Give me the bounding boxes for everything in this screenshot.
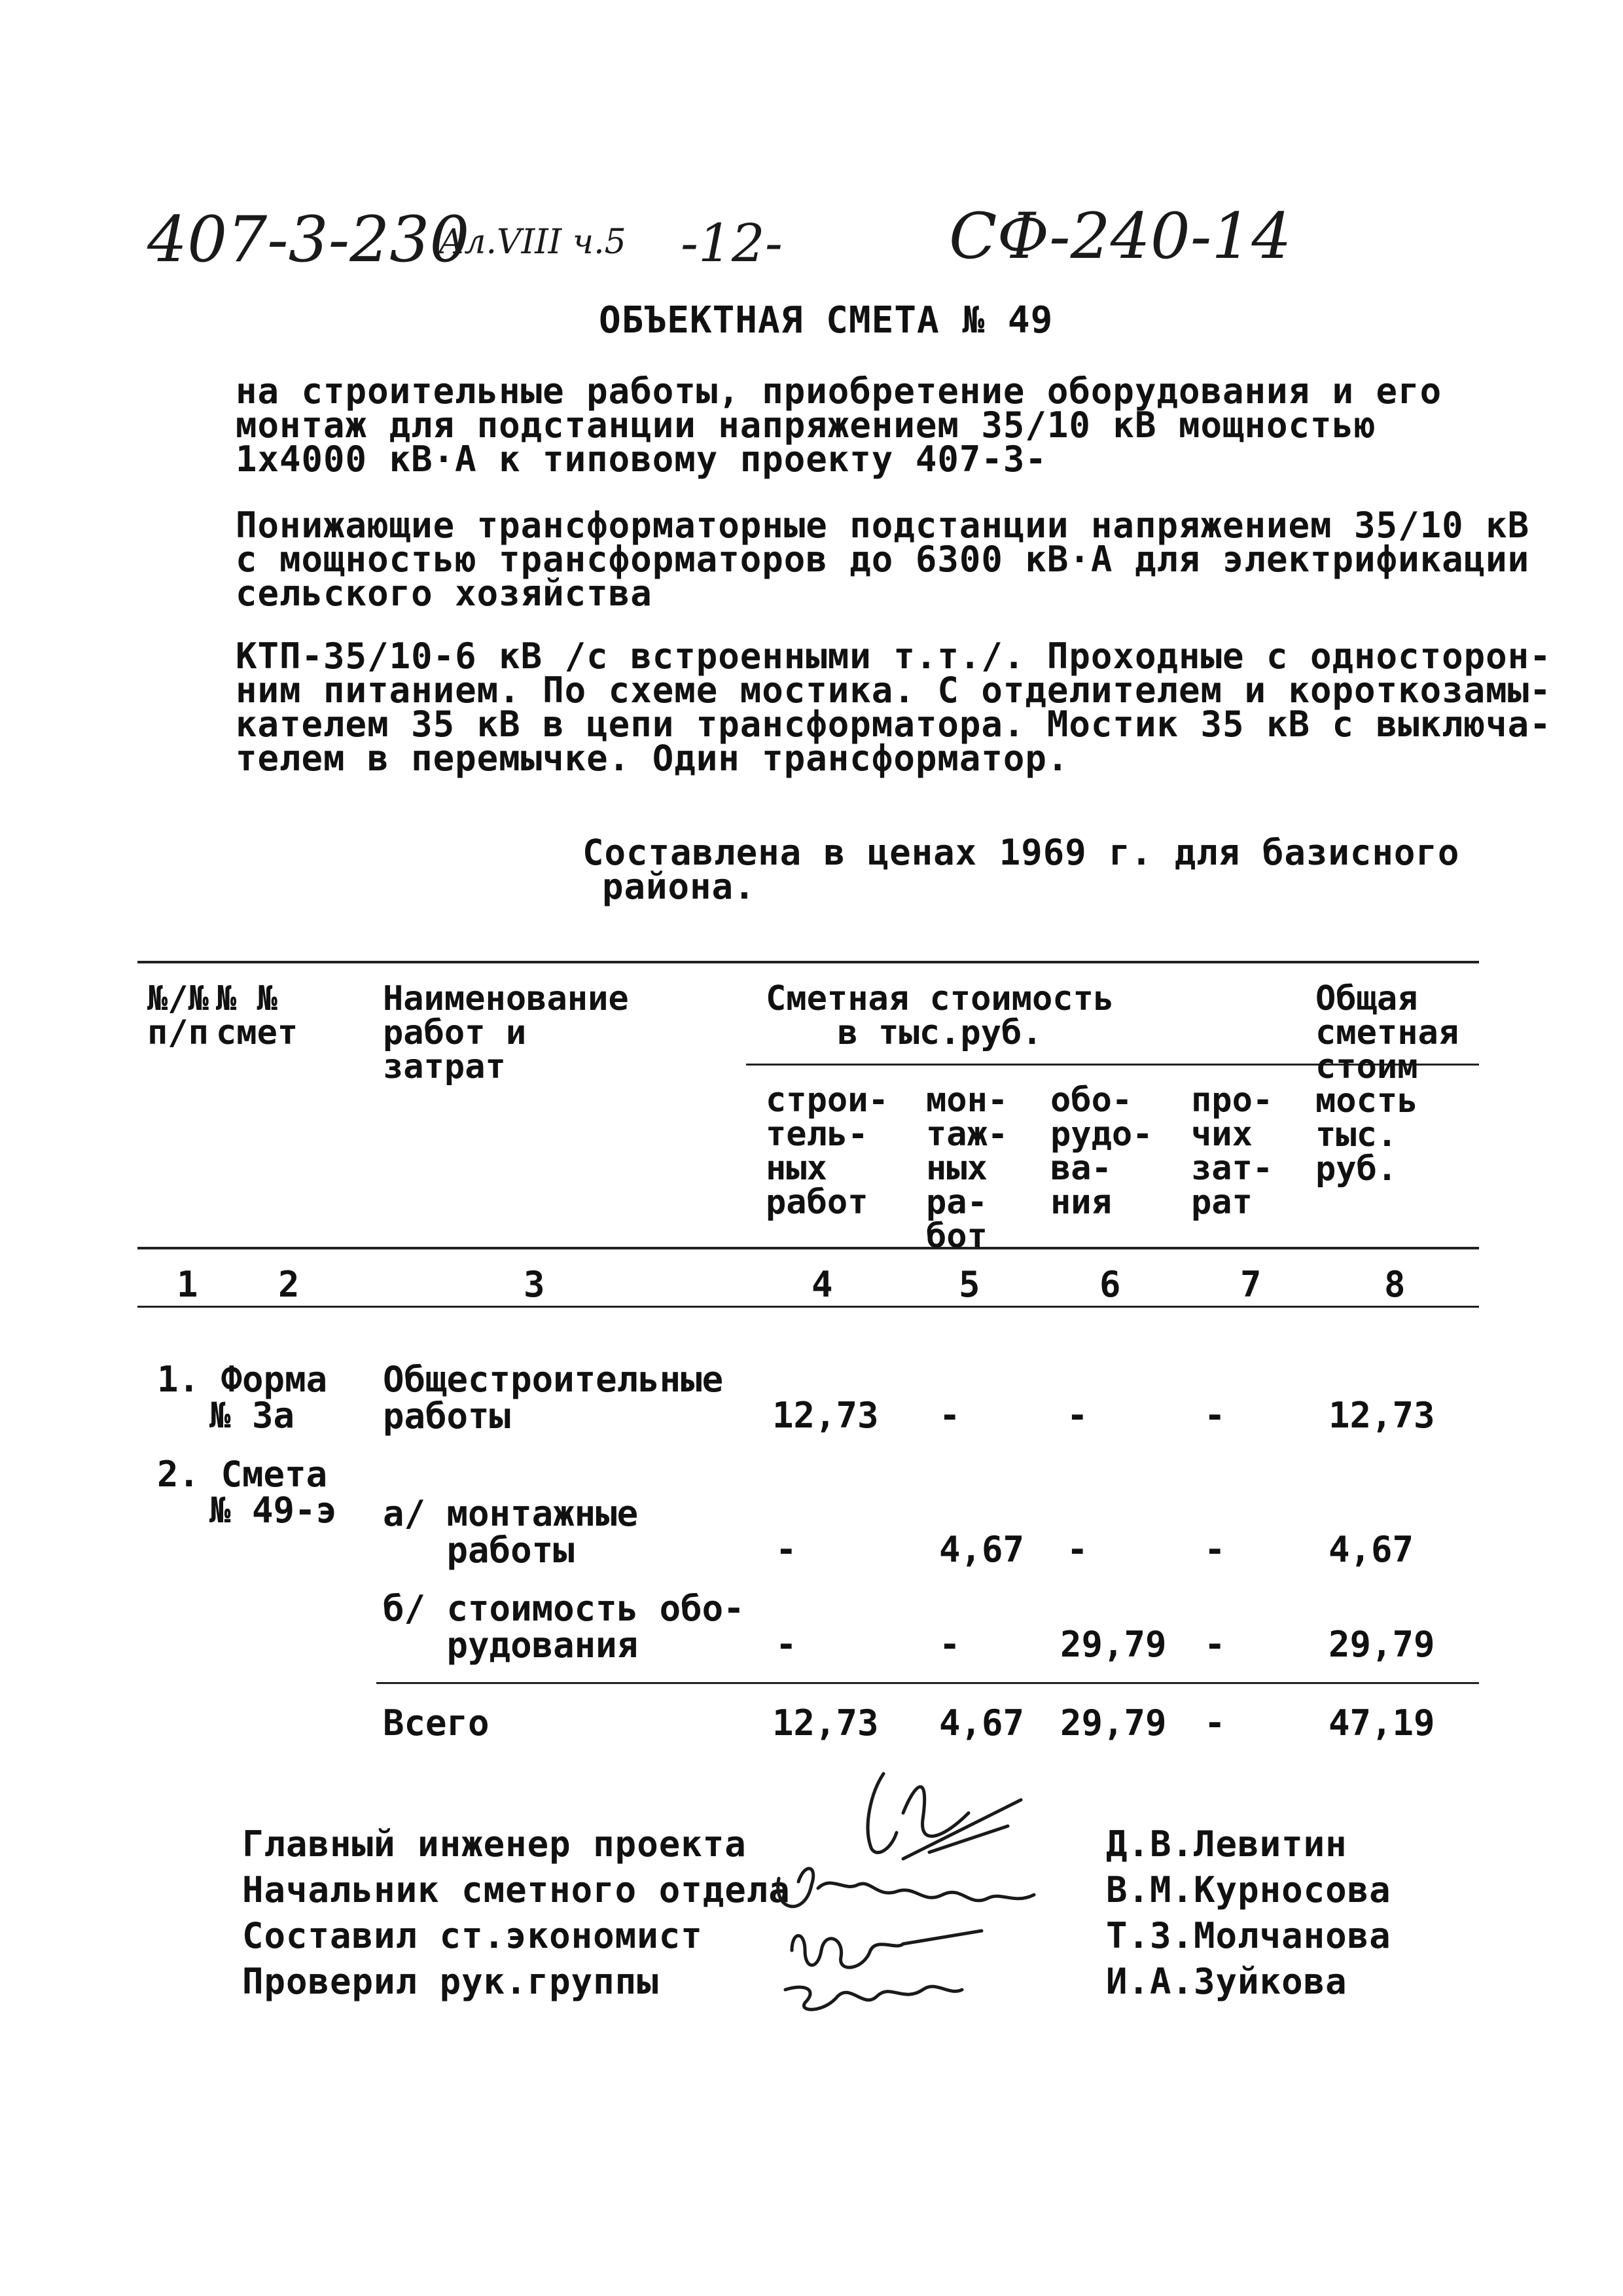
- header-cost-group: Сметная стоимость в тыс.руб.: [766, 979, 1115, 1052]
- row-construction: -: [776, 1624, 797, 1665]
- col-number: 1: [177, 1264, 198, 1305]
- col-number: 5: [959, 1264, 980, 1305]
- signature-molchanova: [792, 1931, 982, 1967]
- text-line: Составлена в ценах 1969 г. для базисного: [582, 832, 1460, 873]
- text-line: района.: [602, 866, 756, 907]
- text-line: телем в перемычке. Один трансформатор.: [236, 738, 1069, 779]
- text-line: 1х4000 кВ·А к типовому проекту 407-3-: [236, 439, 1047, 480]
- row-num: 1. Форма: [157, 1359, 328, 1400]
- signature-levitin: [868, 1774, 1021, 1859]
- total-rule: [376, 1682, 1479, 1684]
- total-equipment: 29,79: [1060, 1702, 1167, 1744]
- total-other: -: [1204, 1702, 1226, 1744]
- col-number: 2: [278, 1264, 300, 1305]
- header-name: Наименование работ и затрат: [383, 979, 629, 1086]
- row-total: 12,73: [1329, 1395, 1435, 1436]
- text-line: кателем 35 кВ в цепи трансформатора. Мостик 35 кВ с выключа-: [236, 704, 1552, 745]
- row-smeta: № 3а: [209, 1395, 295, 1436]
- header-installation: мон- таж- ных ра- бот: [926, 1081, 1008, 1256]
- total-installation: 4,67: [939, 1702, 1025, 1744]
- row-other: -: [1204, 1624, 1226, 1665]
- total-construction: 12,73: [772, 1702, 879, 1744]
- col-number: 4: [812, 1264, 833, 1305]
- row-smeta: № 49-э: [209, 1490, 338, 1531]
- row-total: 4,67: [1329, 1529, 1414, 1570]
- header-other: про- чих зат- рат: [1191, 1081, 1274, 1222]
- text-line: с мощностью трансформаторов до 6300 кВ·А для электрификации: [236, 539, 1530, 580]
- header-smeta: № № смет: [216, 979, 298, 1052]
- header-construction: строи- тель- ных работ: [766, 1081, 889, 1222]
- sheet-ref: Ал.VIII ч.5: [438, 223, 626, 262]
- signature-role: Составил ст.экономист: [242, 1915, 703, 1956]
- doc-code: СФ-240-14: [949, 200, 1292, 273]
- row-total: 29,79: [1329, 1624, 1435, 1665]
- page-number: -12-: [681, 213, 783, 274]
- col-number: 8: [1384, 1264, 1406, 1305]
- row-num: 2. Смета: [157, 1454, 328, 1495]
- signature-name: И.А.Зуйкова: [1106, 1961, 1347, 2002]
- signature-role: Проверил рук.группы: [242, 1961, 659, 2002]
- table-top-rule: [137, 961, 1479, 963]
- text-line: Понижающие трансформаторные подстанции напряжением 35/10 кВ: [236, 505, 1530, 546]
- signature-name: В.М.Курносова: [1106, 1869, 1391, 1910]
- col-numbers-rule: [137, 1306, 1479, 1308]
- signature-role: Начальник сметного отдела: [242, 1869, 791, 1910]
- total-label: Всего: [383, 1702, 490, 1744]
- row-equipment: -: [1067, 1529, 1088, 1570]
- col-number: 3: [524, 1264, 545, 1305]
- text-line: ним питанием. По схеме мостика. С отделителем и короткозамы-: [236, 670, 1552, 711]
- header-bottom-rule: [137, 1247, 1479, 1249]
- signature-name: Т.З.Молчанова: [1106, 1915, 1391, 1956]
- row-name: б/ стоимость обо- рудования: [383, 1588, 745, 1666]
- col-number: 6: [1099, 1264, 1121, 1305]
- text-line: КТП-35/10-6 кВ /с встроенными т.т./. Проходные с односторон-: [236, 636, 1552, 677]
- document-title: ОБЪЕКТНАЯ СМЕТА № 49: [599, 299, 1054, 342]
- project-code: 407-3-230: [147, 203, 470, 276]
- total-sum: 47,19: [1329, 1702, 1435, 1744]
- header-equipment: обо- рудо- ва- ния: [1050, 1081, 1153, 1222]
- row-installation: -: [939, 1395, 961, 1436]
- col-number: 7: [1240, 1264, 1262, 1305]
- row-equipment: 29,79: [1060, 1624, 1167, 1665]
- row-equipment: -: [1067, 1395, 1088, 1436]
- handwritten-signatures: [707, 1754, 1099, 2029]
- row-installation: -: [939, 1624, 961, 1665]
- header-total: Общая сметная стоим мость тыс. руб.: [1315, 979, 1459, 1189]
- text-line: на строительные работы, приобретение оборудования и его: [236, 370, 1442, 412]
- text-line: сельского хозяйства: [236, 573, 652, 614]
- row-name: а/ монтажные работы: [383, 1493, 639, 1571]
- row-other: -: [1204, 1395, 1226, 1436]
- header-num: №/№ п/п: [147, 979, 209, 1052]
- signature-role: Главный инженер проекта: [242, 1823, 747, 1865]
- text-line: монтаж для подстанции напряжением 35/10 кВ мощностью: [236, 404, 1376, 446]
- row-other: -: [1204, 1529, 1226, 1570]
- signature-zuikova: [785, 1986, 962, 2009]
- row-installation: 4,67: [939, 1529, 1025, 1570]
- signature-name: Д.В.Левитин: [1106, 1823, 1347, 1865]
- signature-kurnosova: [778, 1869, 1034, 1907]
- row-construction: 12,73: [772, 1395, 879, 1436]
- row-construction: -: [776, 1529, 797, 1570]
- row-name: Общестроительные работы: [383, 1359, 724, 1437]
